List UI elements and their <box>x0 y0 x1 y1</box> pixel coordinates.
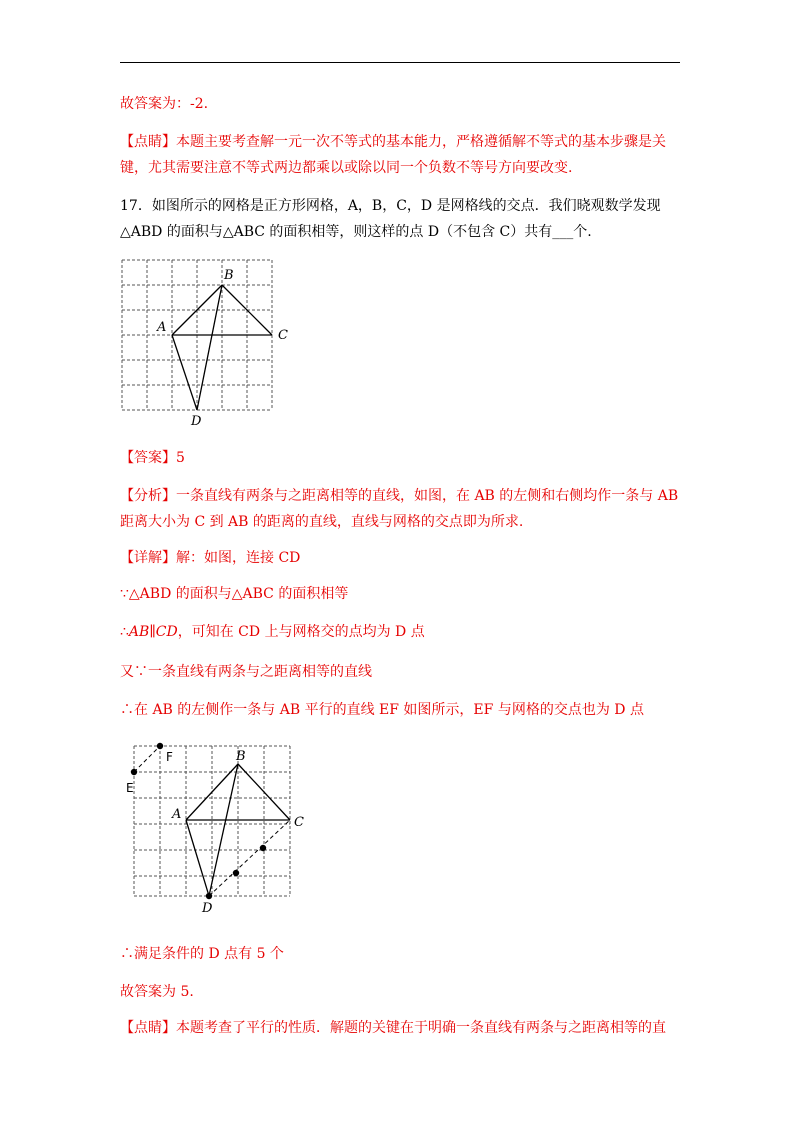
label-C-2: C <box>294 815 304 830</box>
therefore-symbol: ∴ <box>120 624 129 640</box>
question-line-1: 17．如图所示的网格是正方形网格，A，B，C，D 是网格线的交点．我们晓观数学发现 <box>120 198 661 214</box>
detail-line-4: 又∵一条直线有两条与之距离相等的直线 <box>120 664 372 680</box>
detail-line-1: 【详解】解：如图，连接 CD <box>120 550 301 566</box>
label-B-2: B <box>236 749 246 764</box>
grid-figure-1 <box>110 252 300 434</box>
label-E: E <box>126 781 134 795</box>
point-D <box>206 893 212 899</box>
label-D-2: D <box>202 901 213 916</box>
label-A-2: A <box>172 807 182 822</box>
comment-line-2: 键，尤其需要注意不等式两边都乘以或除以同一个负数不等号方向要改变. <box>120 160 573 176</box>
detail-line-3 <box>120 622 425 642</box>
conclusion-line: ∴满足条件的 D 点有 5 个 <box>120 946 284 962</box>
answer-line: 【答案】5 <box>120 450 185 466</box>
detail-line-2: ∵△ABD 的面积与△ABC 的面积相等 <box>120 586 349 602</box>
point-F <box>157 743 163 749</box>
final-answer-line: 故答案为 5. <box>120 984 194 1000</box>
label-C: C <box>278 328 288 343</box>
label-D: D <box>191 414 202 429</box>
parallel-expression: AB∥CD <box>128 624 178 640</box>
label-F: F <box>166 750 173 764</box>
detail-line-3-text: ，可知在 CD 上与网格交的点均为 D 点 <box>177 624 425 640</box>
analysis-line-2: 距离大小为 C 到 AB 的距离的直线，直线与网格的交点即为所求. <box>120 514 524 530</box>
point-E <box>131 769 137 775</box>
comment-line-1: 【点睛】本题主要考查解一元一次不等式的基本能力，严格遵循解不等式的基本步骤是关 <box>120 134 666 150</box>
header-rule <box>120 62 680 63</box>
point-d3 <box>260 845 266 851</box>
grid-figure-2 <box>116 736 316 916</box>
final-comment-line: 【点睛】本题考查了平行的性质．解题的关键在于明确一条直线有两条与之距离相等的直 <box>120 1020 666 1036</box>
grid-lines-2 <box>134 746 290 896</box>
analysis-line-1: 【分析】一条直线有两条与之距离相等的直线，如图，在 AB 的左侧和右侧均作一条与 AB <box>120 488 679 504</box>
question-line-2: △ABD 的面积与△ABC 的面积相等，则这样的点 D（不包含 C）共有___个. <box>120 224 592 240</box>
label-A: A <box>157 320 167 335</box>
detail-line-5: ∴在 AB 的左侧作一条与 AB 平行的直线 EF 如图所示，EF 与网格的交点也为 D 点 <box>120 702 644 718</box>
label-B: B <box>224 268 234 283</box>
answer-line-prev: 故答案为：-2. <box>120 96 209 112</box>
point-d2 <box>233 870 239 876</box>
